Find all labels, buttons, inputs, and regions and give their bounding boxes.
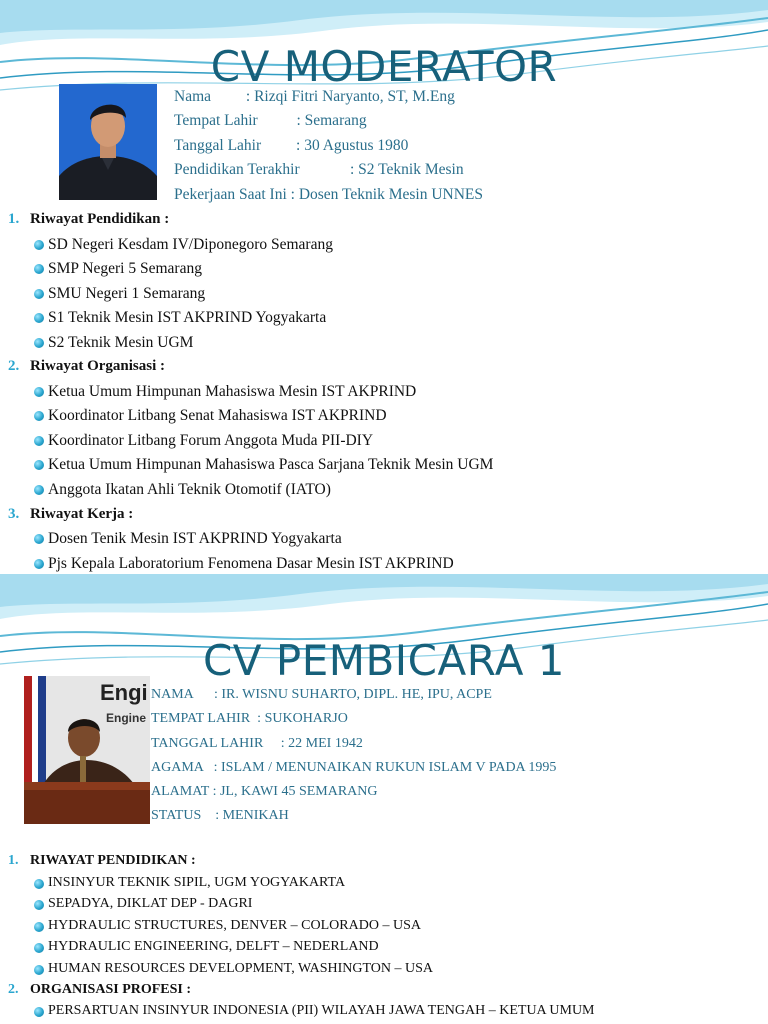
info-name: NAMA : IR. WISNU SUHARTO, DIPL. HE, IPU, ACPE <box>151 687 492 702</box>
bullet-icon <box>34 559 44 569</box>
bullet-icon <box>34 387 44 397</box>
banner-text: Engi <box>100 680 148 705</box>
bullet-icon <box>34 1007 44 1017</box>
bullet-icon <box>34 411 44 421</box>
bullet-icon <box>34 338 44 348</box>
page-title: CV MODERATOR <box>210 42 558 91</box>
section-heading-label: RIWAYAT PENDIDIKAN : <box>30 853 196 868</box>
slide-cv-pembicara-1: CV PEMBICARA 1 Engi Engine NAMA : IR. WISNU SUHARTO, DIPL. HE, IPU, ACPE TEMPAT LAHIR : SUKOHARJO TANGGAL LAHIR : 22 MEI 1942 AGAMA : ISLAM / MENUNAIKAN RUKUN ISLAM V PADA 1995 ALAMAT : JL, KAWI 45 SEMARANG STATUS : MENIKAH 1. RIWAYAT PENDIDIKAN : INSINYUR TEKNIK SIPIL, UGM YOGYAKARTA SEPADYA, DIKLAT DEP - DAGRI HYDRAULIC STRUCTURES, DENVER – COLORADO – USA HYDRAULIC ENGINEERING, DELFT – NEDERLAND HUMAN RESOURCES DEVELOPMENT, WASHINGTON – USA 2. ORGANISASI PROFESI : PERSARTUAN INSINYUR INDONESIA (PII) WILAYAH JAWA TENGAH – KETUA UMUM <box>0 574 768 1024</box>
bullet-icon <box>34 534 44 544</box>
info-religion: AGAMA : ISLAM / MENUNAIKAN RUKUN ISLAM V PADA 1995 <box>151 760 557 775</box>
section-heading-organization <box>8 983 191 997</box>
page-title: CV PEMBICARA 1 <box>202 636 566 685</box>
section-heading-education <box>8 854 196 868</box>
section-heading-label: Riwayat Pendidikan : <box>30 211 170 227</box>
section-number: 3. <box>8 506 20 522</box>
info-birthplace: TEMPAT LAHIR : SUKOHARJO <box>151 711 348 726</box>
bullet-icon <box>34 289 44 299</box>
section-heading-label: Riwayat Organisasi : <box>30 358 165 374</box>
person-portrait-icon <box>24 676 150 824</box>
bullet-icon <box>34 460 44 470</box>
info-birthdate: TANGGAL LAHIR : 22 MEI 1942 <box>151 736 363 751</box>
person-portrait-icon <box>59 84 157 200</box>
section-heading-work <box>8 507 133 522</box>
info-education: Pendidikan Terakhir : S2 Teknik Mesin <box>174 161 464 178</box>
section-number: 2. <box>8 358 20 374</box>
bullet-icon <box>34 240 44 250</box>
bullet-icon <box>34 922 44 932</box>
slide-cv-moderator: CV MODERATOR Nama : Rizqi Fitri Naryanto, ST, M.Eng Tempat Lahir : Semarang Tanggal Lahir : 30 Agustus 1980 Pendidikan Terakhir : S2 Teknik Mesin Pekerjaan Saat Ini : Dosen Teknik Mesin UNNES 1. Riwayat Pendidikan : SD Negeri Kesdam IV/Diponegoro Semarang SMP Negeri 5 Semarang SMU Negeri 1 Semarang S1 Teknik Mesin IST AKPRIND Yogyakarta S2 Teknik Mesin UGM 2. Riwayat Organisasi : Ketua Umum Himpunan Mahasiswa Mesin IST AKPRIND Koordinator Litbang Senat Mahasiswa IST AKPRIND Koordinator Litbang Forum Anggota Muda PII-DIY Ketua Umum Himpunan Mahasiswa Pasca Sarjana Teknik Mesin UGM Anggota Ikatan Ahli Teknik Otomotif (IATO) 3. Riwayat Kerja : Dosen Tenik Mesin IST AKPRIND Yogyakarta Pjs Kepala Laboratorium Fenomena Dasar Mesin IST AKPRIND <box>0 0 768 574</box>
info-occupation: Pekerjaan Saat Ini : Dosen Teknik Mesin UNNES <box>174 186 484 203</box>
bullet-icon <box>34 900 44 910</box>
section-heading-education <box>8 212 169 227</box>
info-name: Nama : Rizqi Fitri Naryanto, ST, M.Eng <box>174 88 455 105</box>
bullet-icon <box>34 965 44 975</box>
section-heading-organization <box>8 359 165 374</box>
info-status: STATUS : MENIKAH <box>151 808 289 823</box>
speaker-photo <box>24 676 150 824</box>
bullet-icon <box>34 264 44 274</box>
section-heading-label: ORGANISASI PROFESI : <box>30 982 192 997</box>
section-number: 1. <box>8 211 20 227</box>
bullet-icon <box>34 313 44 323</box>
bullet-icon <box>34 943 44 953</box>
info-birthplace: Tempat Lahir : Semarang <box>174 112 367 129</box>
bullet-icon <box>34 436 44 446</box>
info-address: ALAMAT : JL, KAWI 45 SEMARANG <box>151 784 378 799</box>
bullet-icon <box>34 485 44 495</box>
bullet-icon <box>34 879 44 889</box>
section-heading-label: Riwayat Kerja : <box>30 506 134 522</box>
section-number: 1. <box>8 853 19 868</box>
section-number: 2. <box>8 982 19 997</box>
banner-text-small: Engine <box>106 711 147 725</box>
info-birthdate: Tanggal Lahir : 30 Agustus 1980 <box>174 137 409 154</box>
moderator-photo <box>59 84 157 200</box>
